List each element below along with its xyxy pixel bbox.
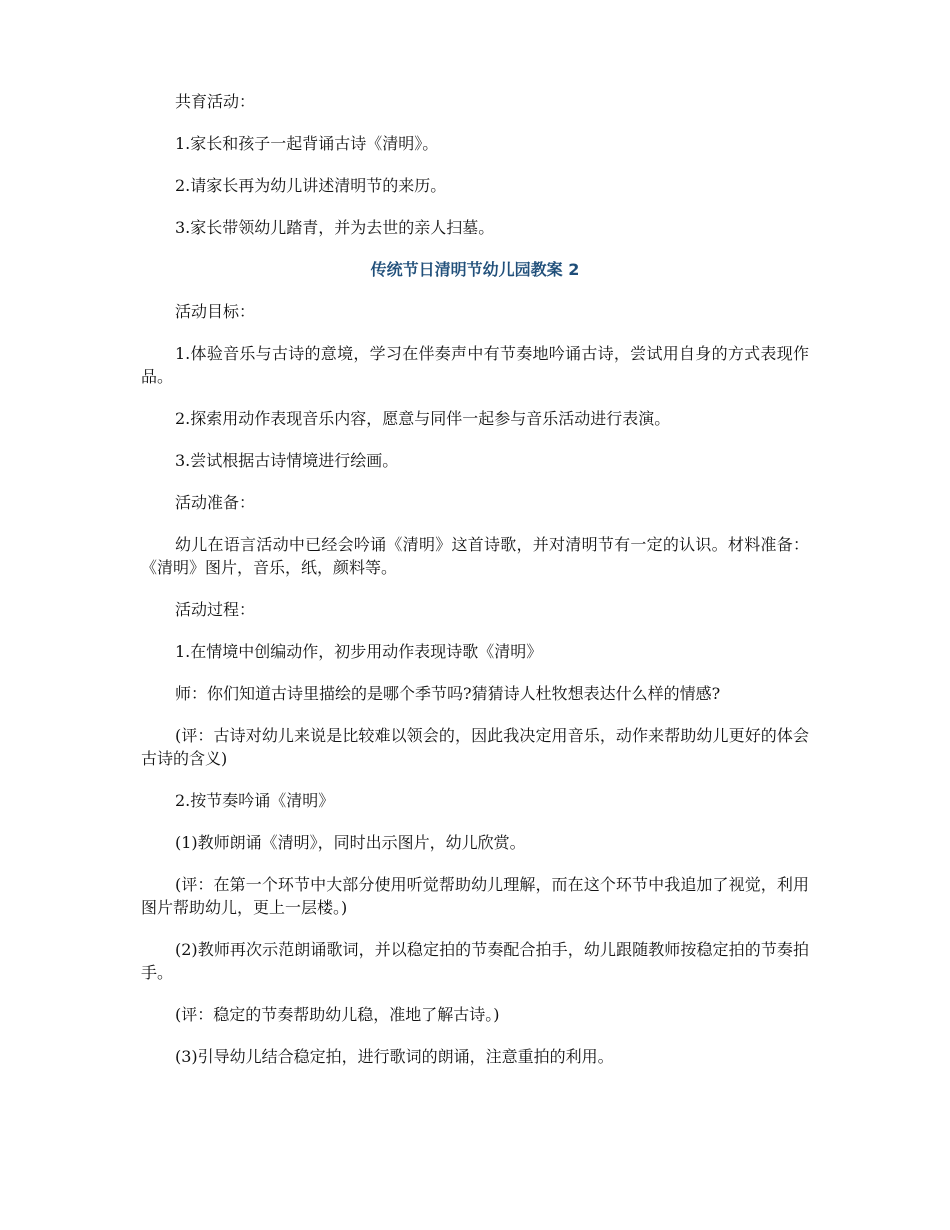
process-paragraph: (评：稳定的节奏帮助幼儿稳，准地了解古诗。) [175,1005,500,1024]
co-education-item-3: 3.家长带领幼儿踏青，并为去世的亲人扫墓。 [175,218,495,237]
goal-item-2: 2.探索用动作表现音乐内容，愿意与同伴一起参与音乐活动进行表演。 [175,409,671,428]
process-paragraph: 2.按节奏吟诵《清明》 [175,791,335,810]
process-paragraph: (1)教师朗诵《清明》，同时出示图片，幼儿欣赏。 [175,833,526,852]
section-label-co-education: 共育活动： [175,92,256,111]
section-label-process: 活动过程： [175,600,256,619]
process-paragraph: (3)引导幼儿结合稳定拍，进行歌词的朗诵，注意重拍的利用。 [175,1047,614,1066]
process-paragraph: 师：你们知道古诗里描绘的是哪个季节吗?猜猜诗人杜牧想表达什么样的情感? [175,684,721,703]
section-label-goals: 活动目标： [175,302,256,321]
lesson-plan-2-title: 传统节日清明节幼儿园教案 2 [370,260,580,279]
prep-text: 幼儿在语言活动中已经会吟诵《清明》这首诗歌，并对清明节有一定的认识。材料准备：《清明》图片，音乐，纸，颜料等。 [141,535,809,577]
goal-item-3: 3.尝试根据古诗情境进行绘画。 [175,451,399,470]
document-body [141,90,809,1087]
co-education-item-1: 1.家长和孩子一起背诵古诗《清明》。 [175,134,439,153]
goal-item-1: 1.体验音乐与古诗的意境，学习在伴奏声中有节奏地吟诵古诗，尝试用自身的方式表现作品。 [141,344,809,386]
process-paragraph: (评：古诗对幼儿来说是比较难以领会的，因此我决定用音乐，动作来帮助幼儿更好的体会古诗的含义) [141,726,809,768]
section-label-prep: 活动准备： [175,493,256,512]
process-paragraph: 1.在情境中创编动作，初步用动作表现诗歌《清明》 [175,642,543,661]
process-paragraph: (2)教师再次示范朗诵歌词，并以稳定拍的节奏配合拍手，幼儿跟随教师按稳定拍的节奏拍手。 [141,940,809,982]
co-education-item-2: 2.请家长再为幼儿讲述清明节的来历。 [175,176,447,195]
process-paragraph: (评：在第一个环节中大部分使用听觉帮助幼儿理解，而在这个环节中我追加了视觉，利用图片帮助幼儿，更上一层楼。) [141,875,809,917]
